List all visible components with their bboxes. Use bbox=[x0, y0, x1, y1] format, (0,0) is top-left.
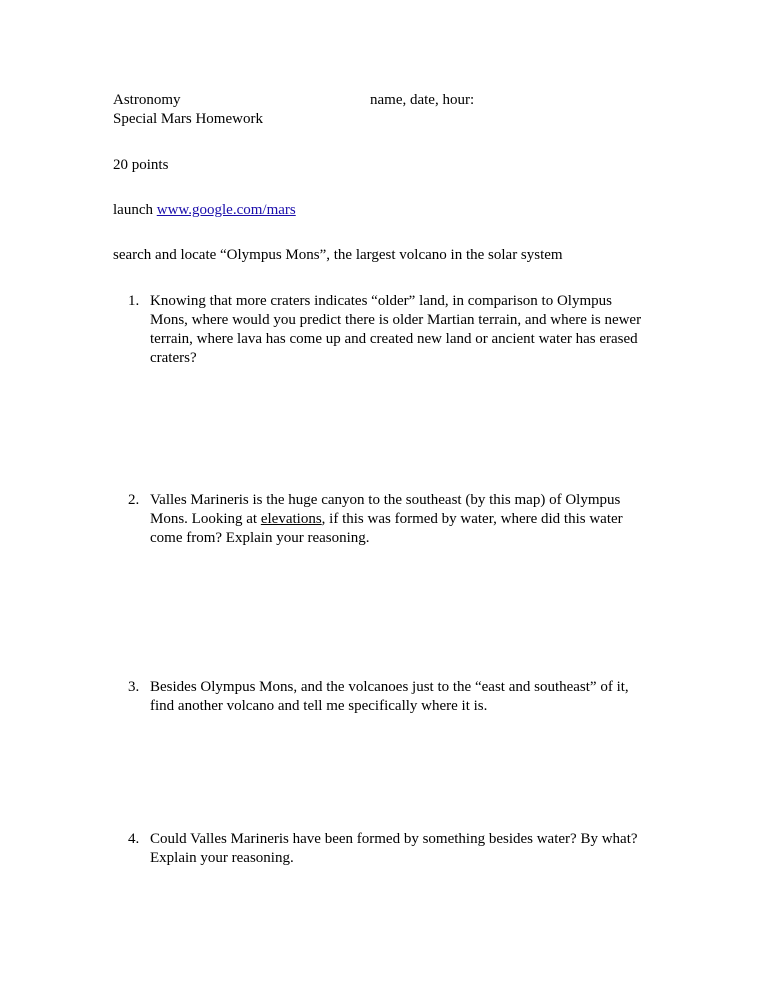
launch-prefix: launch bbox=[113, 202, 157, 218]
search-instruction: search and locate “Olympus Mons”, the largest volcano in the solar system bbox=[113, 247, 563, 263]
question-text: Could Valles Marineris have been formed by something besides water? By what? Explain your reasoning. bbox=[150, 831, 638, 866]
question-number: 4. bbox=[128, 831, 140, 847]
question-text bbox=[150, 491, 648, 548]
points-label: 20 points bbox=[113, 157, 169, 173]
question-1 bbox=[128, 292, 648, 368]
question-text-part: , if this was formed by water, where did this water come from? Explain your reasoning. bbox=[150, 511, 623, 546]
question-3 bbox=[128, 678, 648, 716]
launch-instruction bbox=[113, 201, 296, 220]
question-text-part: Valles Marineris is the huge canyon to the southeast (by this map) of Olympus Mons. Looking at bbox=[150, 492, 621, 527]
question-number: 1. bbox=[128, 293, 140, 309]
question-text: Knowing that more craters indicates “older” land, in comparison to Olympus Mons, where would you predict there is older Martian terrain, and where is newer terrain, where lava has come up and created new land or ancient water has erased craters? bbox=[150, 293, 642, 366]
course-title: Astronomy bbox=[113, 92, 181, 108]
underlined-term: elevations bbox=[260, 511, 322, 527]
question-number: 3. bbox=[128, 679, 140, 695]
question-4 bbox=[128, 830, 648, 868]
question-number: 2. bbox=[128, 492, 140, 508]
question-text: Besides Olympus Mons, and the volcanoes just to the “east and southeast” of it, find another volcano and tell me specifically where it is. bbox=[150, 679, 629, 714]
student-info-label: name, date, hour: bbox=[370, 92, 475, 108]
google-mars-link[interactable]: www.google.com/mars bbox=[156, 202, 296, 218]
question-2 bbox=[128, 491, 648, 548]
assignment-title: Special Mars Homework bbox=[113, 111, 263, 127]
